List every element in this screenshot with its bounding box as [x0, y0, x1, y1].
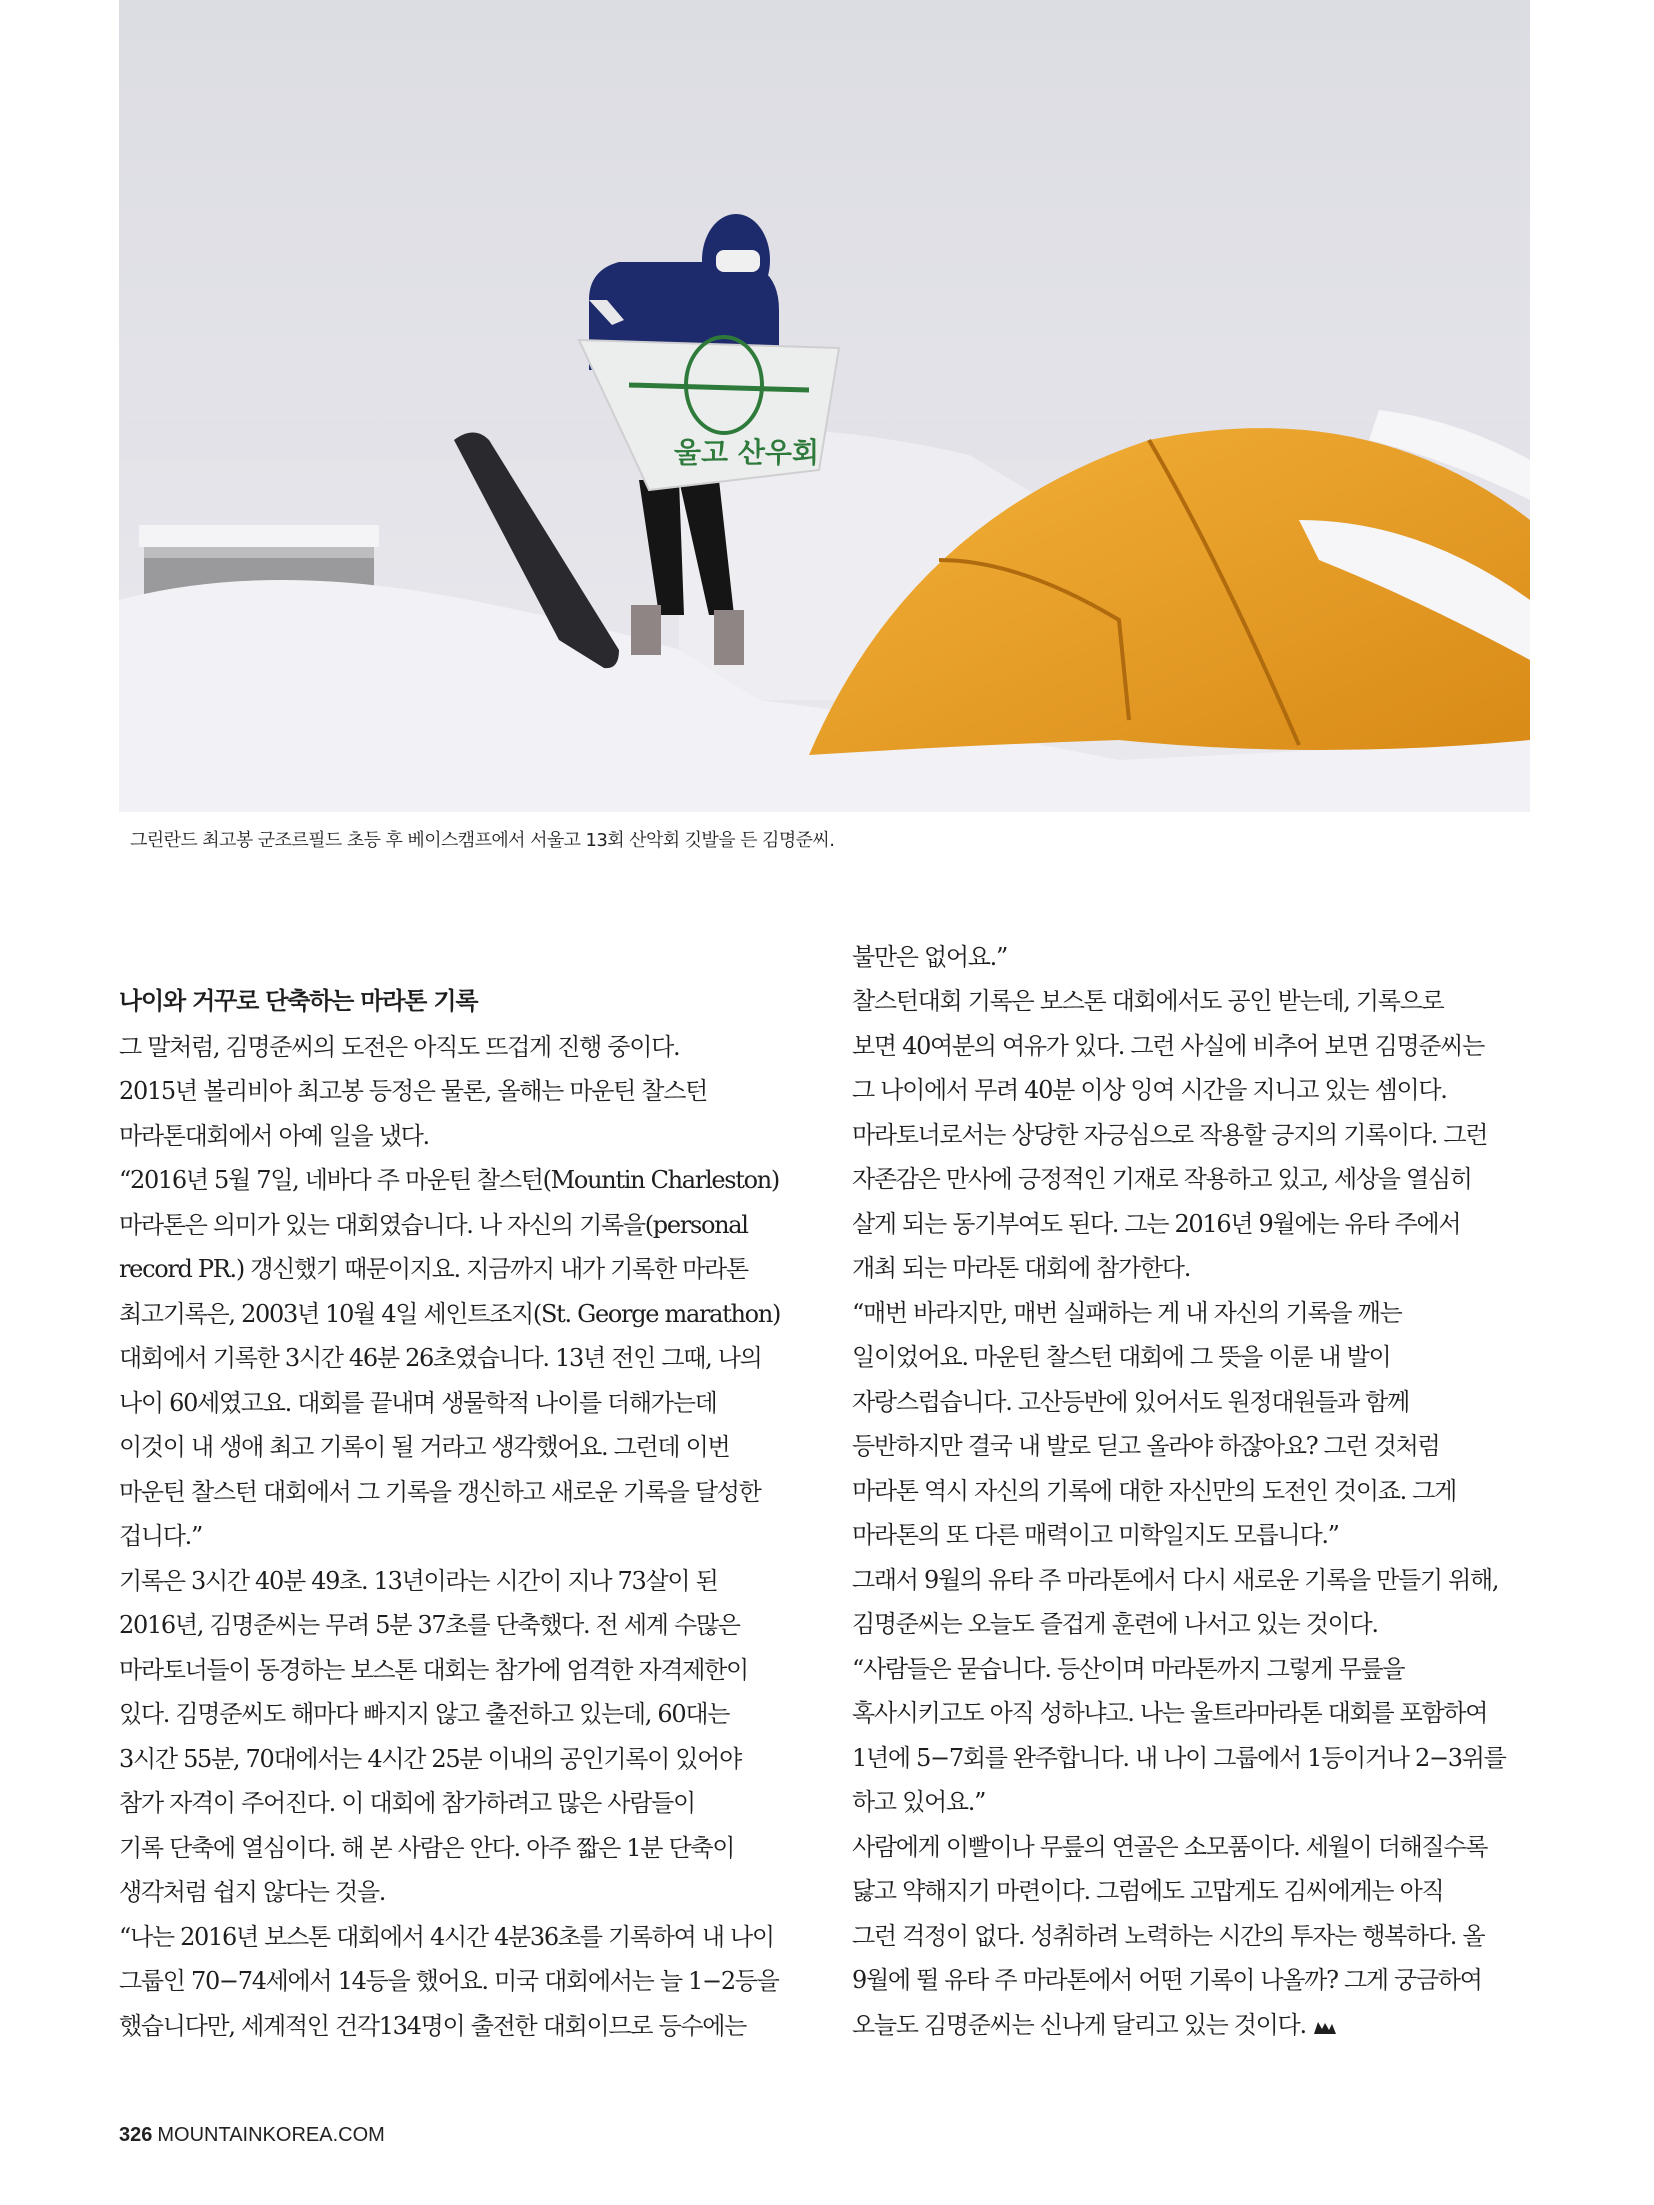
body-line: 보면 40여분의 여유가 있다. 그런 사실에 비추어 보면 김명준씨는: [852, 1032, 1484, 1060]
body-line: 닳고 약해지기 마련이다. 그럼에도 고맙게도 김씨에게는 아직: [852, 1877, 1444, 1905]
body-line: 혹사시키고도 아직 성하냐고. 나는 울트라마라톤 대회를 포함하여: [852, 1699, 1488, 1727]
body-line-text: 오늘도 김명준씨는 신나게 달리고 있는 것이다.: [852, 2011, 1306, 2039]
section-heading: 나이와 거꾸로 단축하는 마라톤 기록: [119, 987, 478, 1015]
body-line: 마라톤 역시 자신의 기록에 대한 자신만의 도전인 것이죠. 그게: [852, 1477, 1457, 1505]
body-line: “2016년 5월 7일, 네바다 주 마운틴 찰스턴(Mountin Charleston): [119, 1166, 779, 1194]
body-line: “나는 2016년 보스톤 대회에서 4시간 4분36초를 기록하여 내 나이: [119, 1923, 774, 1951]
body-line: 그래서 9월의 유타 주 마라톤에서 다시 새로운 기록을 만들기 위해,: [852, 1566, 1499, 1594]
body-line: 겁니다.”: [119, 1522, 202, 1550]
body-line: 이것이 내 생애 최고 기록이 될 거라고 생각했어요. 그런데 이번: [119, 1433, 730, 1461]
article-photo: [119, 0, 1530, 812]
body-line: 생각처럼 쉽지 않다는 것을.: [119, 1878, 386, 1906]
page-footer: [119, 2124, 385, 2147]
body-line: “매번 바라지만, 매번 실패하는 게 내 자신의 기록을 깨는: [852, 1299, 1402, 1327]
end-mark-icon: [1314, 2020, 1336, 2034]
body-line: 마라톤은 의미가 있는 대회였습니다. 나 자신의 기록을(personal: [119, 1211, 748, 1239]
body-line: 3시간 55분, 70대에서는 4시간 25분 이내의 공인기록이 있어야: [119, 1745, 741, 1773]
body-line: 나이 60세였고요. 대회를 끝내며 생물학적 나이를 더해가는데: [119, 1389, 717, 1417]
body-line: 1년에 5−7회를 완주합니다. 내 나이 그룹에서 1등이거나 2−3위를: [852, 1744, 1506, 1772]
body-line: 마운틴 찰스턴 대회에서 그 기록을 갱신하고 새로운 기록을 달성한: [119, 1478, 761, 1506]
body-line: 불만은 없어요.”: [852, 943, 1007, 971]
body-line: 하고 있어요.”: [852, 1788, 986, 1816]
body-line: 최고기록은, 2003년 10월 4일 세인트조지(St. George marathon): [119, 1300, 781, 1328]
body-line: 그룹인 70−74세에서 14등을 했어요. 미국 대회에서는 늘 1−2등을: [119, 1967, 779, 1995]
body-line: 그 말처럼, 김명준씨의 도전은 아직도 뜨겁게 진행 중이다.: [119, 1033, 680, 1061]
body-line: 대회에서 기록한 3시간 46분 26초였습니다. 13년 전인 그때, 나의: [119, 1344, 762, 1372]
page-number: 326: [119, 2124, 153, 2146]
body-line: 찰스턴대회 기록은 보스톤 대회에서도 공인 받는데, 기록으로: [852, 987, 1444, 1015]
body-line: 기록은 3시간 40분 49초. 13년이라는 시간이 지나 73살이 된: [119, 1567, 718, 1595]
body-line: 마라톤대회에서 아예 일을 냈다.: [119, 1122, 429, 1150]
body-line: 9월에 뛸 유타 주 마라톤에서 어떤 기록이 나올까? 그게 궁금하여: [852, 1966, 1482, 1994]
body-line: 자랑스럽습니다. 고산등반에 있어서도 원정대원들과 함께: [852, 1388, 1409, 1416]
body-line: 참가 자격이 주어진다. 이 대회에 참가하려고 많은 사람들이: [119, 1789, 695, 1817]
body-line: 2015년 볼리비아 최고봉 등정은 물론, 올해는 마운틴 찰스턴: [119, 1077, 707, 1105]
body-line: 2016년, 김명준씨는 무려 5분 37초를 단축했다. 전 세계 수많은: [119, 1611, 740, 1639]
body-line: 등반하지만 결국 내 발로 딛고 올라야 하잖아요? 그런 것처럼: [852, 1432, 1440, 1460]
body-line: 개최 되는 마라톤 대회에 참가한다.: [852, 1254, 1191, 1282]
body-line: 마라토너들이 동경하는 보스톤 대회는 참가에 엄격한 자격제한이: [119, 1656, 748, 1684]
body-line: 살게 되는 동기부여도 된다. 그는 2016년 9월에는 유타 주에서: [852, 1210, 1461, 1238]
body-line: 일이었어요. 마운틴 찰스턴 대회에 그 뜻을 이룬 내 발이: [852, 1343, 1391, 1371]
body-line: record PR.) 갱신했기 때문이지요. 지금까지 내가 기록한 마라톤: [119, 1255, 748, 1283]
body-line: “사람들은 묻습니다. 등산이며 마라톤까지 그렇게 무릎을: [852, 1655, 1405, 1683]
body-line-last: [852, 2010, 1336, 2040]
body-line: 김명준씨는 오늘도 즐겁게 훈련에 나서고 있는 것이다.: [852, 1610, 1378, 1638]
body-line: 기록 단축에 열심이다. 해 본 사람은 안다. 아주 짧은 1분 단축이: [119, 1834, 735, 1862]
body-line: 마라토너로서는 상당한 자긍심으로 작용할 긍지의 기록이다. 그런: [852, 1121, 1488, 1149]
body-line: 사람에게 이빨이나 무릎의 연골은 소모품이다. 세월이 더해질수록: [852, 1833, 1488, 1861]
body-line: 했습니다만, 세계적인 건각134명이 출전한 대회이므로 등수에는: [119, 2012, 746, 2040]
body-line: 그런 걱정이 없다. 성취하려 노력하는 시간의 투자는 행복하다. 올: [852, 1922, 1485, 1950]
site-name: MOUNTAINKOREA.COM: [157, 2124, 385, 2146]
body-line: 그 나이에서 무려 40분 이상 잉여 시간을 지니고 있는 셈이다.: [852, 1076, 1447, 1104]
body-line: 마라톤의 또 다른 매력이고 미학일지도 모릅니다.”: [852, 1521, 1339, 1549]
body-line: 자존감은 만사에 긍정적인 기재로 작용하고 있고, 세상을 열심히: [852, 1165, 1472, 1193]
photo-caption: 그린란드 최고봉 군조르필드 초등 후 베이스캠프에서 서울고 13회 산악회 깃발을 든 김명준씨.: [130, 830, 835, 851]
body-line: 있다. 김명준씨도 해마다 빠지지 않고 출전하고 있는데, 60대는: [119, 1700, 730, 1728]
flag-text: 울고 산우회: [674, 436, 819, 469]
